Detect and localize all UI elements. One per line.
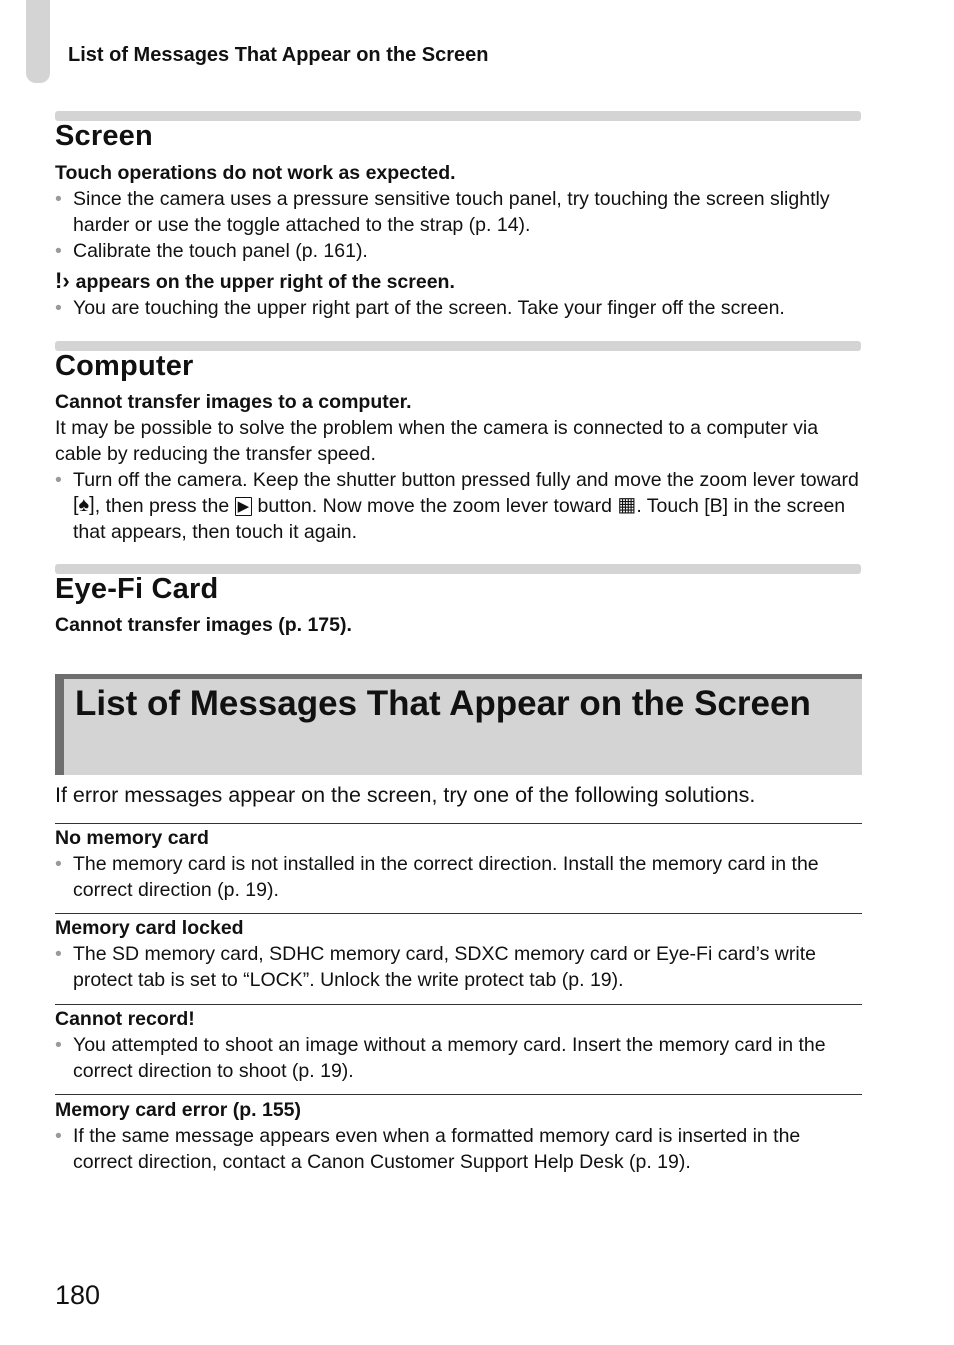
list-item <box>55 467 861 545</box>
message-heading: Memory card error (p. 155) <box>55 1099 302 1121</box>
list-item: • The SD memory card, SDHC memory card, SDXC memory card or Eye-Fi card’s write protect tab is set to “LOCK”. Unlock the write protect tab (p. 19). <box>55 941 861 993</box>
messages-intro: If error messages appear on the screen, try one of the following solutions. <box>55 783 756 807</box>
text-part: Turn off the camera. Keep the shutter button pressed fully and move the zoom lever toward <box>73 469 859 491</box>
list-item: • Calibrate the touch panel (p. 161). <box>55 238 861 264</box>
question-warning-text: appears on the upper right of the screen. <box>75 271 455 293</box>
message-divider <box>55 823 862 824</box>
message-entry <box>55 915 861 993</box>
text-part: . Touch [B] in the screen that appears, then touch it again. <box>73 495 846 543</box>
question-transfer-eyefi: Cannot transfer images (p. 175). <box>55 614 352 636</box>
list-item: • You attempted to shoot an image without a memory card. Insert the memory card in the correct direction to shoot (p. 19). <box>55 1032 861 1084</box>
eyefi-section-body <box>55 612 861 638</box>
section-rule-screen <box>55 111 861 121</box>
message-divider <box>55 1004 862 1005</box>
question-transfer-computer: Cannot transfer images to a computer. <box>55 391 412 413</box>
chapter-title: List of Messages That Appear on the Screen <box>75 684 811 723</box>
message-heading: Cannot record! <box>55 1008 195 1030</box>
text-part: , then press the <box>94 495 235 517</box>
message-divider <box>55 913 862 914</box>
running-head: List of Messages That Appear on the Screen <box>68 44 489 66</box>
touch-warning-icon: !› <box>55 268 70 293</box>
computer-section-body <box>55 389 861 545</box>
section-title-computer: Computer <box>55 350 194 382</box>
screen-section-body <box>55 160 861 321</box>
list-item: • Since the camera uses a pressure sensitive touch panel, try touching the screen slightly harder or use the toggle attached to the strap (p. 14). <box>55 186 861 238</box>
text-part: button. Now move the zoom lever toward <box>252 495 618 517</box>
banner-accent-bar <box>55 674 64 775</box>
message-entry <box>55 1006 861 1084</box>
message-heading: Memory card locked <box>55 917 244 939</box>
list-item: • You are touching the upper right part of the screen. Take your finger off the screen. <box>55 295 861 321</box>
section-title-screen: Screen <box>55 120 153 152</box>
message-divider <box>55 1094 862 1095</box>
chapter-banner <box>55 674 862 775</box>
message-entry <box>55 825 861 903</box>
question-touch-ops: Touch operations do not work as expected. <box>55 162 456 184</box>
chapter-tab-marker <box>26 0 50 83</box>
zoom-wide-icon: ▦ <box>617 494 637 516</box>
zoom-tele-icon: [♠] <box>73 494 95 516</box>
message-heading: No memory card <box>55 827 209 849</box>
message-entry <box>55 1097 861 1175</box>
playback-button-icon: ▶ <box>235 497 253 516</box>
list-item: • The memory card is not installed in the correct direction. Install the memory card in the correct direction (p. 19). <box>55 851 861 903</box>
section-title-eyefi: Eye-Fi Card <box>55 573 219 605</box>
question-warning-icon <box>55 268 861 295</box>
list-item: • If the same message appears even when a formatted memory card is inserted in the correct direction, contact a Canon Customer Support Help Desk (p. 19). <box>55 1123 861 1175</box>
page-number: 180 <box>55 1280 101 1310</box>
paragraph: It may be possible to solve the problem when the camera is connected to a computer via cable by reducing the transfer speed. <box>55 417 819 465</box>
